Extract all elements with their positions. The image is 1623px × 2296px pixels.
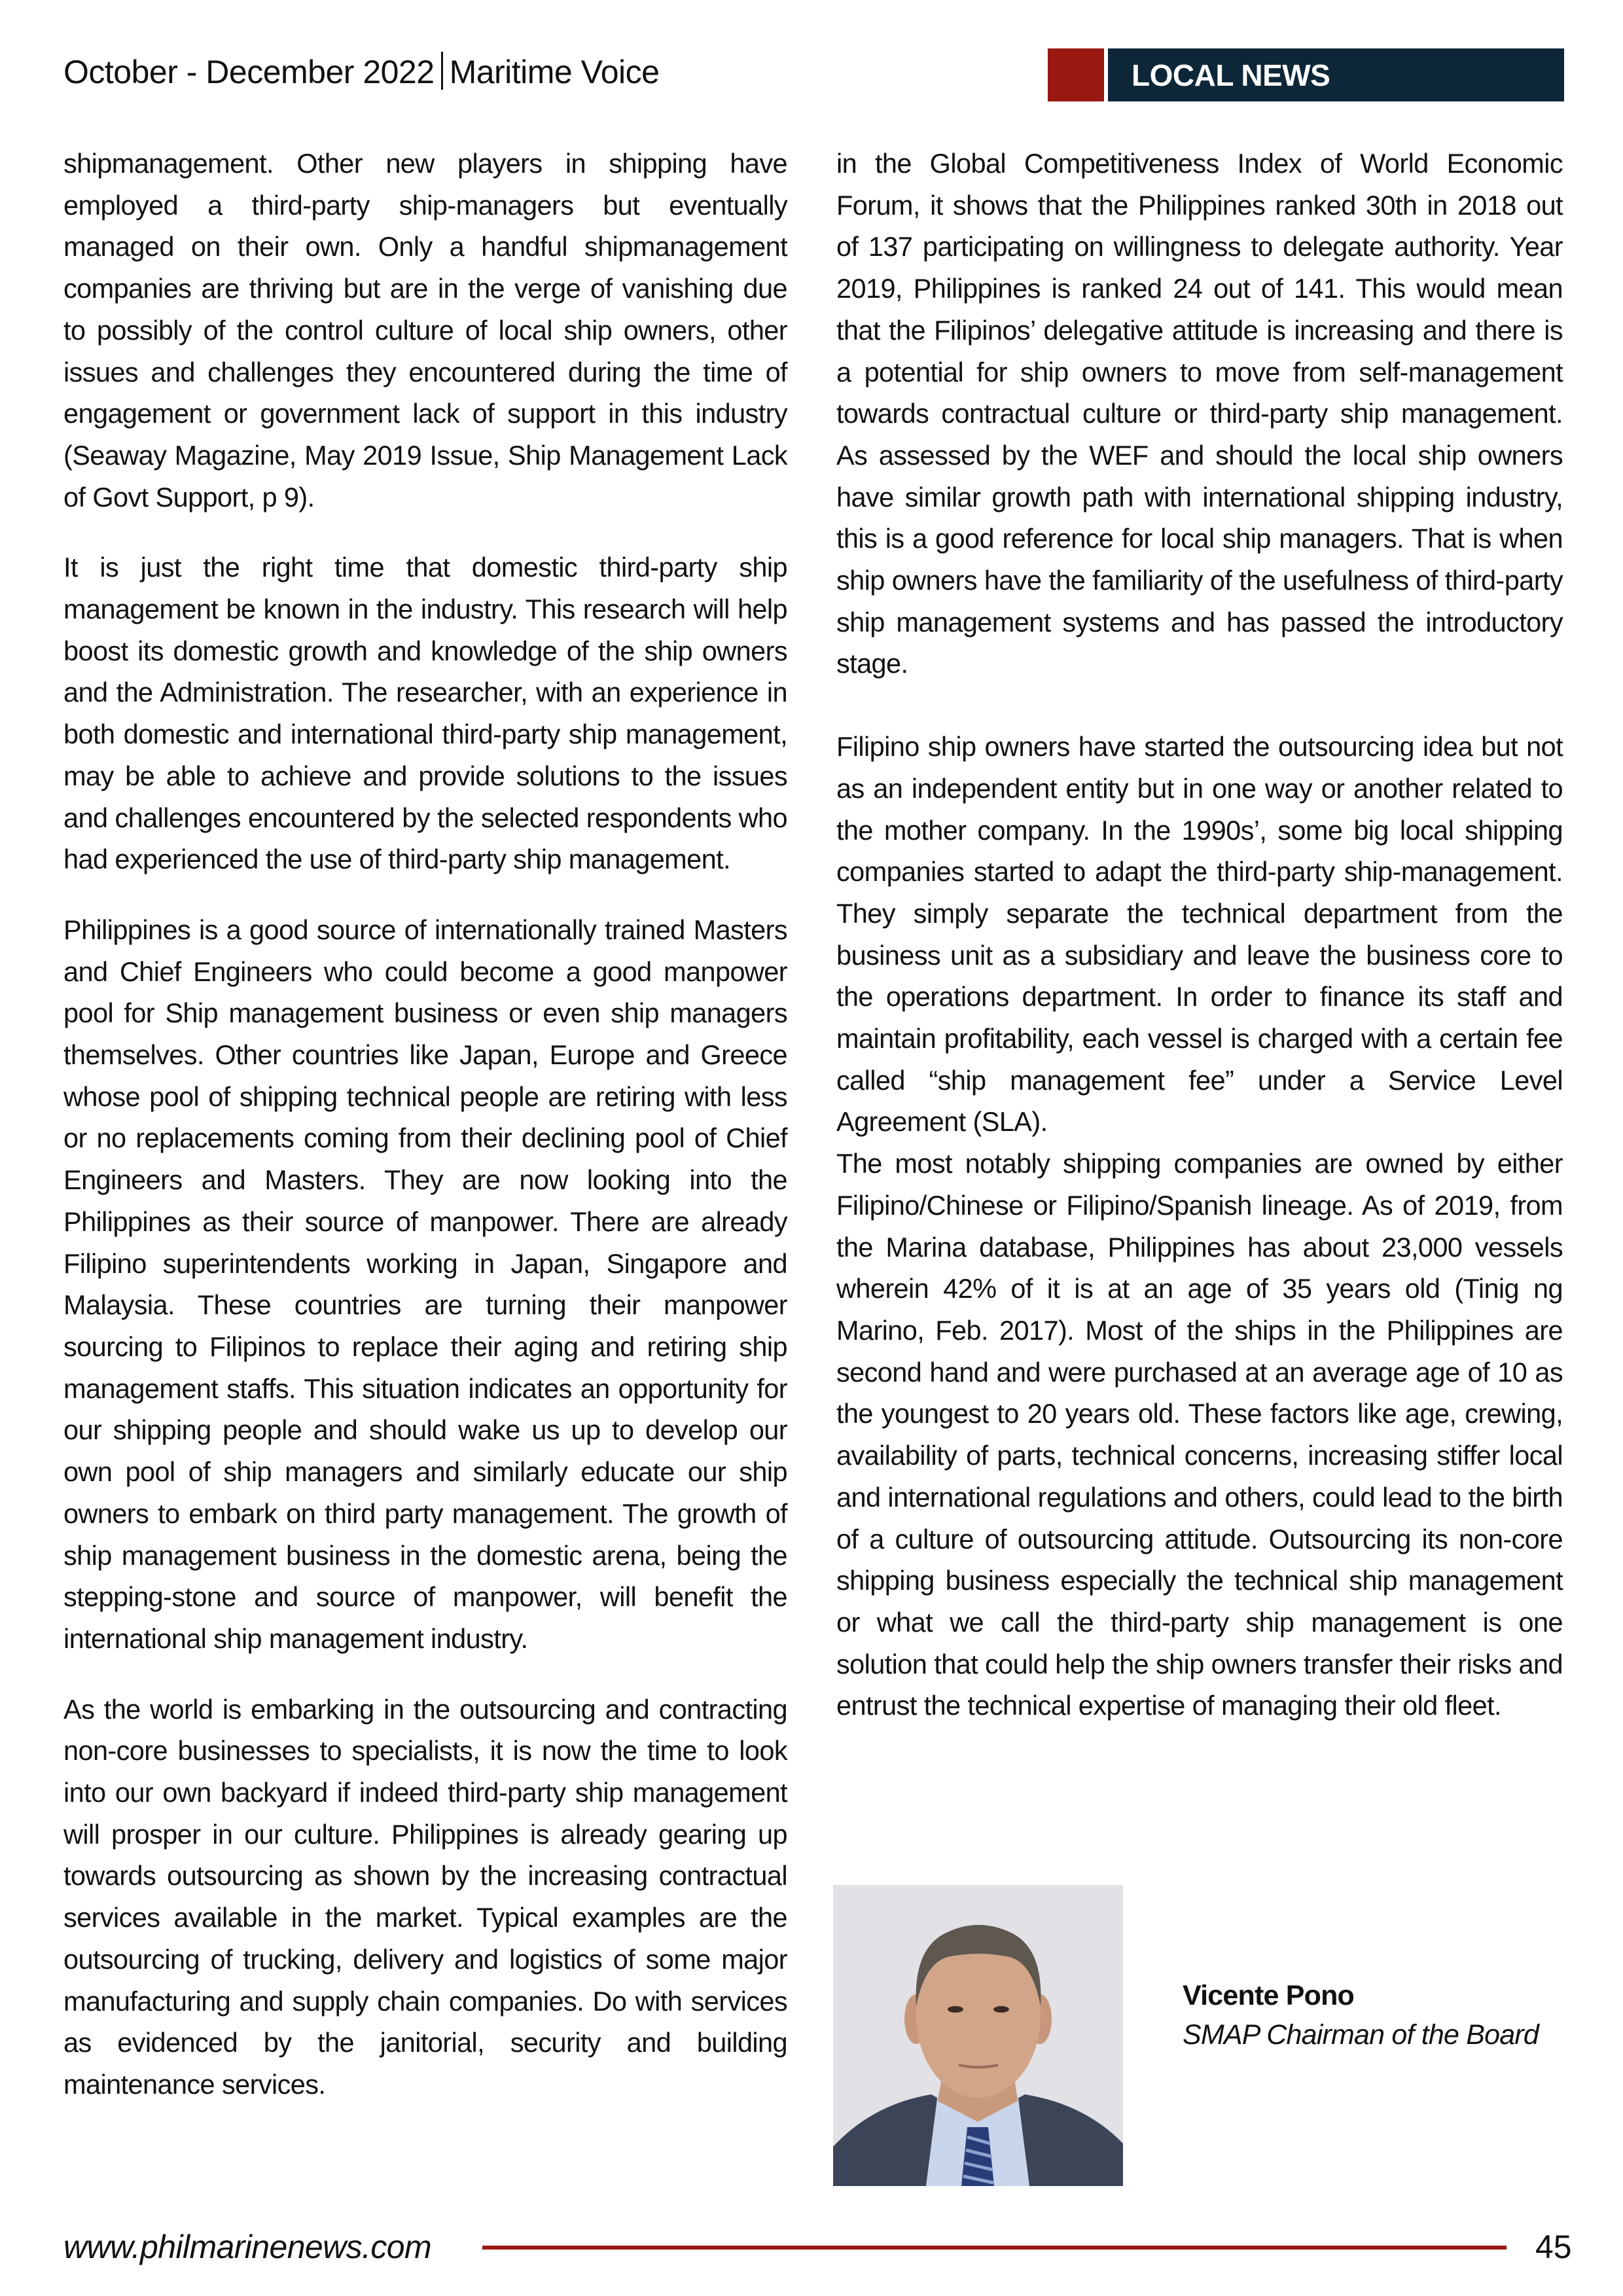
paragraph: shipmanagement. Other new players in shipping have employed a third-party ship-managers but eventually managed on their own. Only a handful shipmanagement companies are thriving but are in the verge of vanishing due to possibly of the control culture of local ship owners, other issues and challenges they encountered during the time of engagement or government lack of support in this industry (Seaway Magazine, May 2019 Issue, Ship Management Lack of Govt Support, p 9). [63,148,787,512]
issue-date: October - December 2022 [63,54,435,90]
paragraph: Philippines is a good source of internationally trained Masters and Chief Engineers who could become a good manpower pool for Ship management business or even ship managers themselves. Other countries like Japan, Europe and Greece whose pool of shipping technical people are retiring with less or no replacements coming from their declining pool of Chief Engineers and Masters. They are now looking into the Philippines as their source of manpower. There are already Filipino superintendents working in Japan, Singapore and Malaysia. These countries are turning their manpower sourcing to Filipinos to replace their aging and retiring ship management staffs. This situation indicates an opportunity for our shipping people and should wake us up to develop our own pool of ship managers and similarly educate our ship owners to embark on third party management. The growth of ship management business in the domestic arena, being the stepping-stone and source of manpower, will benefit the international ship management industry. [63,914,787,1654]
paragraph: Filipino ship owners have started the outsourcing idea but not as an independent entity but in one way or another related to the mother company. In the 1990s’, some big local shipping companies started to adapt the third-party ship-management. They simply separate the technical department from the business unit as a subsidiary and leave the business core to the operations department. In order to finance its staff and maintain profitability, each vessel is charged with a certain fee called “ship management fee” under a Service Level Agreement (SLA). [836,731,1563,1138]
section-banner [1108,48,1564,101]
article-column-right [836,143,1563,1755]
page-number: 45 [1535,2229,1572,2265]
section-accent-block [1048,48,1104,101]
paragraph: in the Global Competitiveness Index of World Economic Forum, it shows that the Philippines ranked 30th in 2018 out of 137 participating on willingness to delegate authority. Year 2019, Philippines is ranked 24 out of 141. This would mean that the Filipinos’ delegative attitude is increasing and there is a potential for ship owners to move from self-management towards contractual culture or third-party ship management. As assessed by the WEF and should the local ship owners have similar growth path with international shipping industry, this is a good reference for local ship managers. That is when ship owners have the familiarity of the usefulness of third-party ship management systems and has passed the introductory stage. [836,148,1563,679]
author-name: Vicente Pono [1183,1980,1355,2011]
paragraph: It is just the right time that domestic third-party ship management be known in the industry. This research will help boost its domestic growth and knowledge of the ship owners and the Administration. The researcher, with an experience in both domestic and international third-party ship management, may be able to achieve and provide solutions to the issues and challenges encountered by the selected respondents who had experienced the use of third-party ship management. [63,552,787,875]
author-photo [833,1885,1123,2186]
issue-header [63,51,659,93]
section-label: LOCAL NEWS [1132,58,1330,92]
footer-rule [482,2246,1507,2250]
website-link[interactable]: www.philmarinenews.com [63,2229,431,2265]
author-title: SMAP Chairman of the Board [1183,2019,1539,2051]
publication-name: Maritime Voice [449,54,660,90]
paragraph: The most notably shipping companies are owned by either Filipino/Chinese or Filipino/Spanish lineage. As of 2019, from the Marina database, Philippines has about 23,000 vessels wherein 42% of it is at an age of 35 years old (Tinig ng Marino, Feb. 2017). Most of the ships in the Philippines are second hand and were purchased at an average age of 10 as the youngest to 20 years old. These factors like age, crewing, availability of parts, technical concerns, increasing stiffer local and international regulations and others, could lead to the birth of a culture of outsourcing attitude. Outsourcing its non-core shipping business especially the technical ship management or what we call the third-party ship management is one solution that could help the ship owners transfer their risks and entrust the technical expertise of managing their old fleet. [836,1148,1563,1721]
article-column-left [63,143,787,2134]
paragraph: As the world is embarking in the outsourcing and contracting non-core businesses to specialists, it is now the time to look into our own backyard if indeed third-party ship management will prosper in our culture. Philippines is already gearing up towards outsourcing as shown by the increasing contractual services available in the market. Typical examples are the outsourcing of trucking, delivery and logistics of some major manufacturing and supply chain companies. Do with services as evidenced by the janitorial, security and building maintenance services. [63,1693,787,2100]
header-divider [441,52,443,90]
portrait-illustration [833,1885,1123,2186]
